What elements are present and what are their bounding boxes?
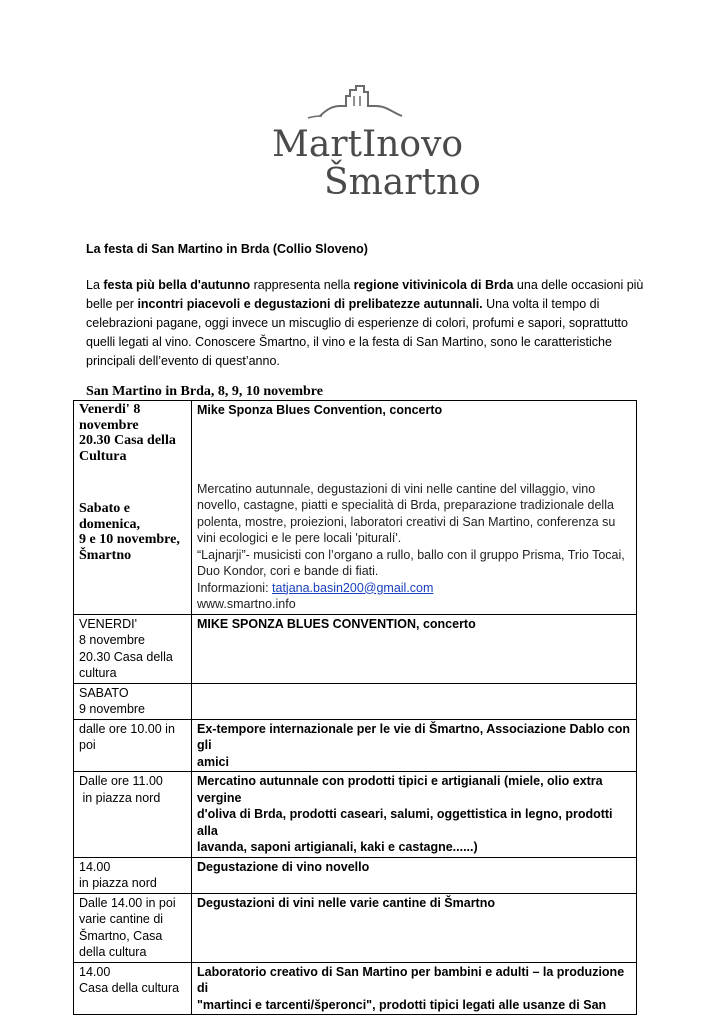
date-venerdi: Venerdi' 8 novembre 20.30 Casa della Cultura xyxy=(79,402,176,464)
svg-text:Šmartno: Šmartno xyxy=(324,162,481,203)
row-date-cell: 14.00 Casa della cultura xyxy=(74,962,192,1015)
row-date-cell: VENERDI' 8 novembre 20.30 Casa della cultura xyxy=(74,614,192,683)
schedule-subtitle: San Martino in Brda, 8, 9, 10 novembre xyxy=(86,384,323,399)
row-event-cell: Degustazioni di vini nelle varie cantine di Šmartno xyxy=(192,893,637,962)
email-link[interactable]: tatjana.basin200@gmail.com xyxy=(272,580,434,595)
row-date-cell: 14.00 in piazza nord xyxy=(74,857,192,893)
martinovo-smartno-logo xyxy=(268,82,481,204)
table-row xyxy=(74,772,637,858)
svg-text:MartInovo: MartInovo xyxy=(272,124,464,165)
row-date-cell: dalle ore 10.00 in poi xyxy=(74,719,192,772)
date-weekend: Sabato e domenica, 9 e 10 novembre, Šmartno xyxy=(79,501,180,563)
page-title: La festa di San Martino in Brda (Collio Sloveno) xyxy=(86,242,368,256)
row-date-cell: Dalle 14.00 in poi varie cantine di Šmartno, Casa della cultura xyxy=(74,893,192,962)
intro-paragraph: La festa più bella d'autunno rappresenta nella regione vitivinicola di Brda una delle occasioni più belle per incontri piacevoli e degustazioni di prelibatezze autunnali. Una volta il tempo di celebrazioni pagane, oggi invece un miscuglio di esperienze di colori, profumi e sapori, soprattutto quelli legati al vino. Conoscere Šmartno, il vino e la festa di San Martino, sono le caratteristiche principali dell’evento di quest’anno. xyxy=(86,278,644,368)
row-event-cell: Degustazione di vino novello xyxy=(192,857,637,893)
table-row xyxy=(74,962,637,1015)
row-event-cell xyxy=(192,683,637,719)
summary-dates-cell xyxy=(74,401,192,615)
row-event-cell: Mercatino autunnale con prodotti tipici e artigianali (miele, olio extra vergine d'oliva di Brda, prodotti caseari, salumi, oggettistica in legno, prodotti alla lavanda, saponi artigianali, kaki e castagne......) xyxy=(192,772,637,858)
event-description: Mercatino autunnale, degustazioni di vini nelle cantine del villaggio, vino novello, castagne, piatti e specialità di Brda, preparazione tradizionale della polenta, mostre, proiezioni, laboratori creativi di San Martino, conferenza su vini ecologici e le pere locali 'pituralí'. “Lajnarji”- musicisti con l’organo a rullo, ballo con il gruppo Prisma, Trio Tocai, Duo Kondor, cori e bande di fiati. Informazioni: tatjana.basin200@gmail.com www.smartno.info xyxy=(197,481,631,613)
event-title: Mike Sponza Blues Convention, concerto xyxy=(197,403,443,417)
row-event-cell: Laboratorio creativo di San Martino per bambini e adulti – la produzione di "martinci e tarcenti/šperonci", prodotti tipici legati alle usanze di San xyxy=(192,962,637,1015)
row-date-cell: Dalle ore 11.00 in piazza nord xyxy=(74,772,192,858)
summary-row xyxy=(74,401,637,615)
table-row xyxy=(74,893,637,962)
table-row xyxy=(74,857,637,893)
summary-events-cell xyxy=(192,401,637,615)
schedule-table xyxy=(73,400,637,1015)
website-link[interactable]: www.smartno.info xyxy=(197,597,296,611)
row-event-cell: MIKE SPONZA BLUES CONVENTION, concerto xyxy=(192,614,637,683)
table-row xyxy=(74,719,637,772)
logo-graphic xyxy=(268,82,481,204)
table-row xyxy=(74,683,637,719)
row-event-cell: Ex-tempore internazionale per le vie di Šmartno, Associazione Dablo con gli amici xyxy=(192,719,637,772)
row-date-cell: SABATO 9 novembre xyxy=(74,683,192,719)
table-row xyxy=(74,614,637,683)
